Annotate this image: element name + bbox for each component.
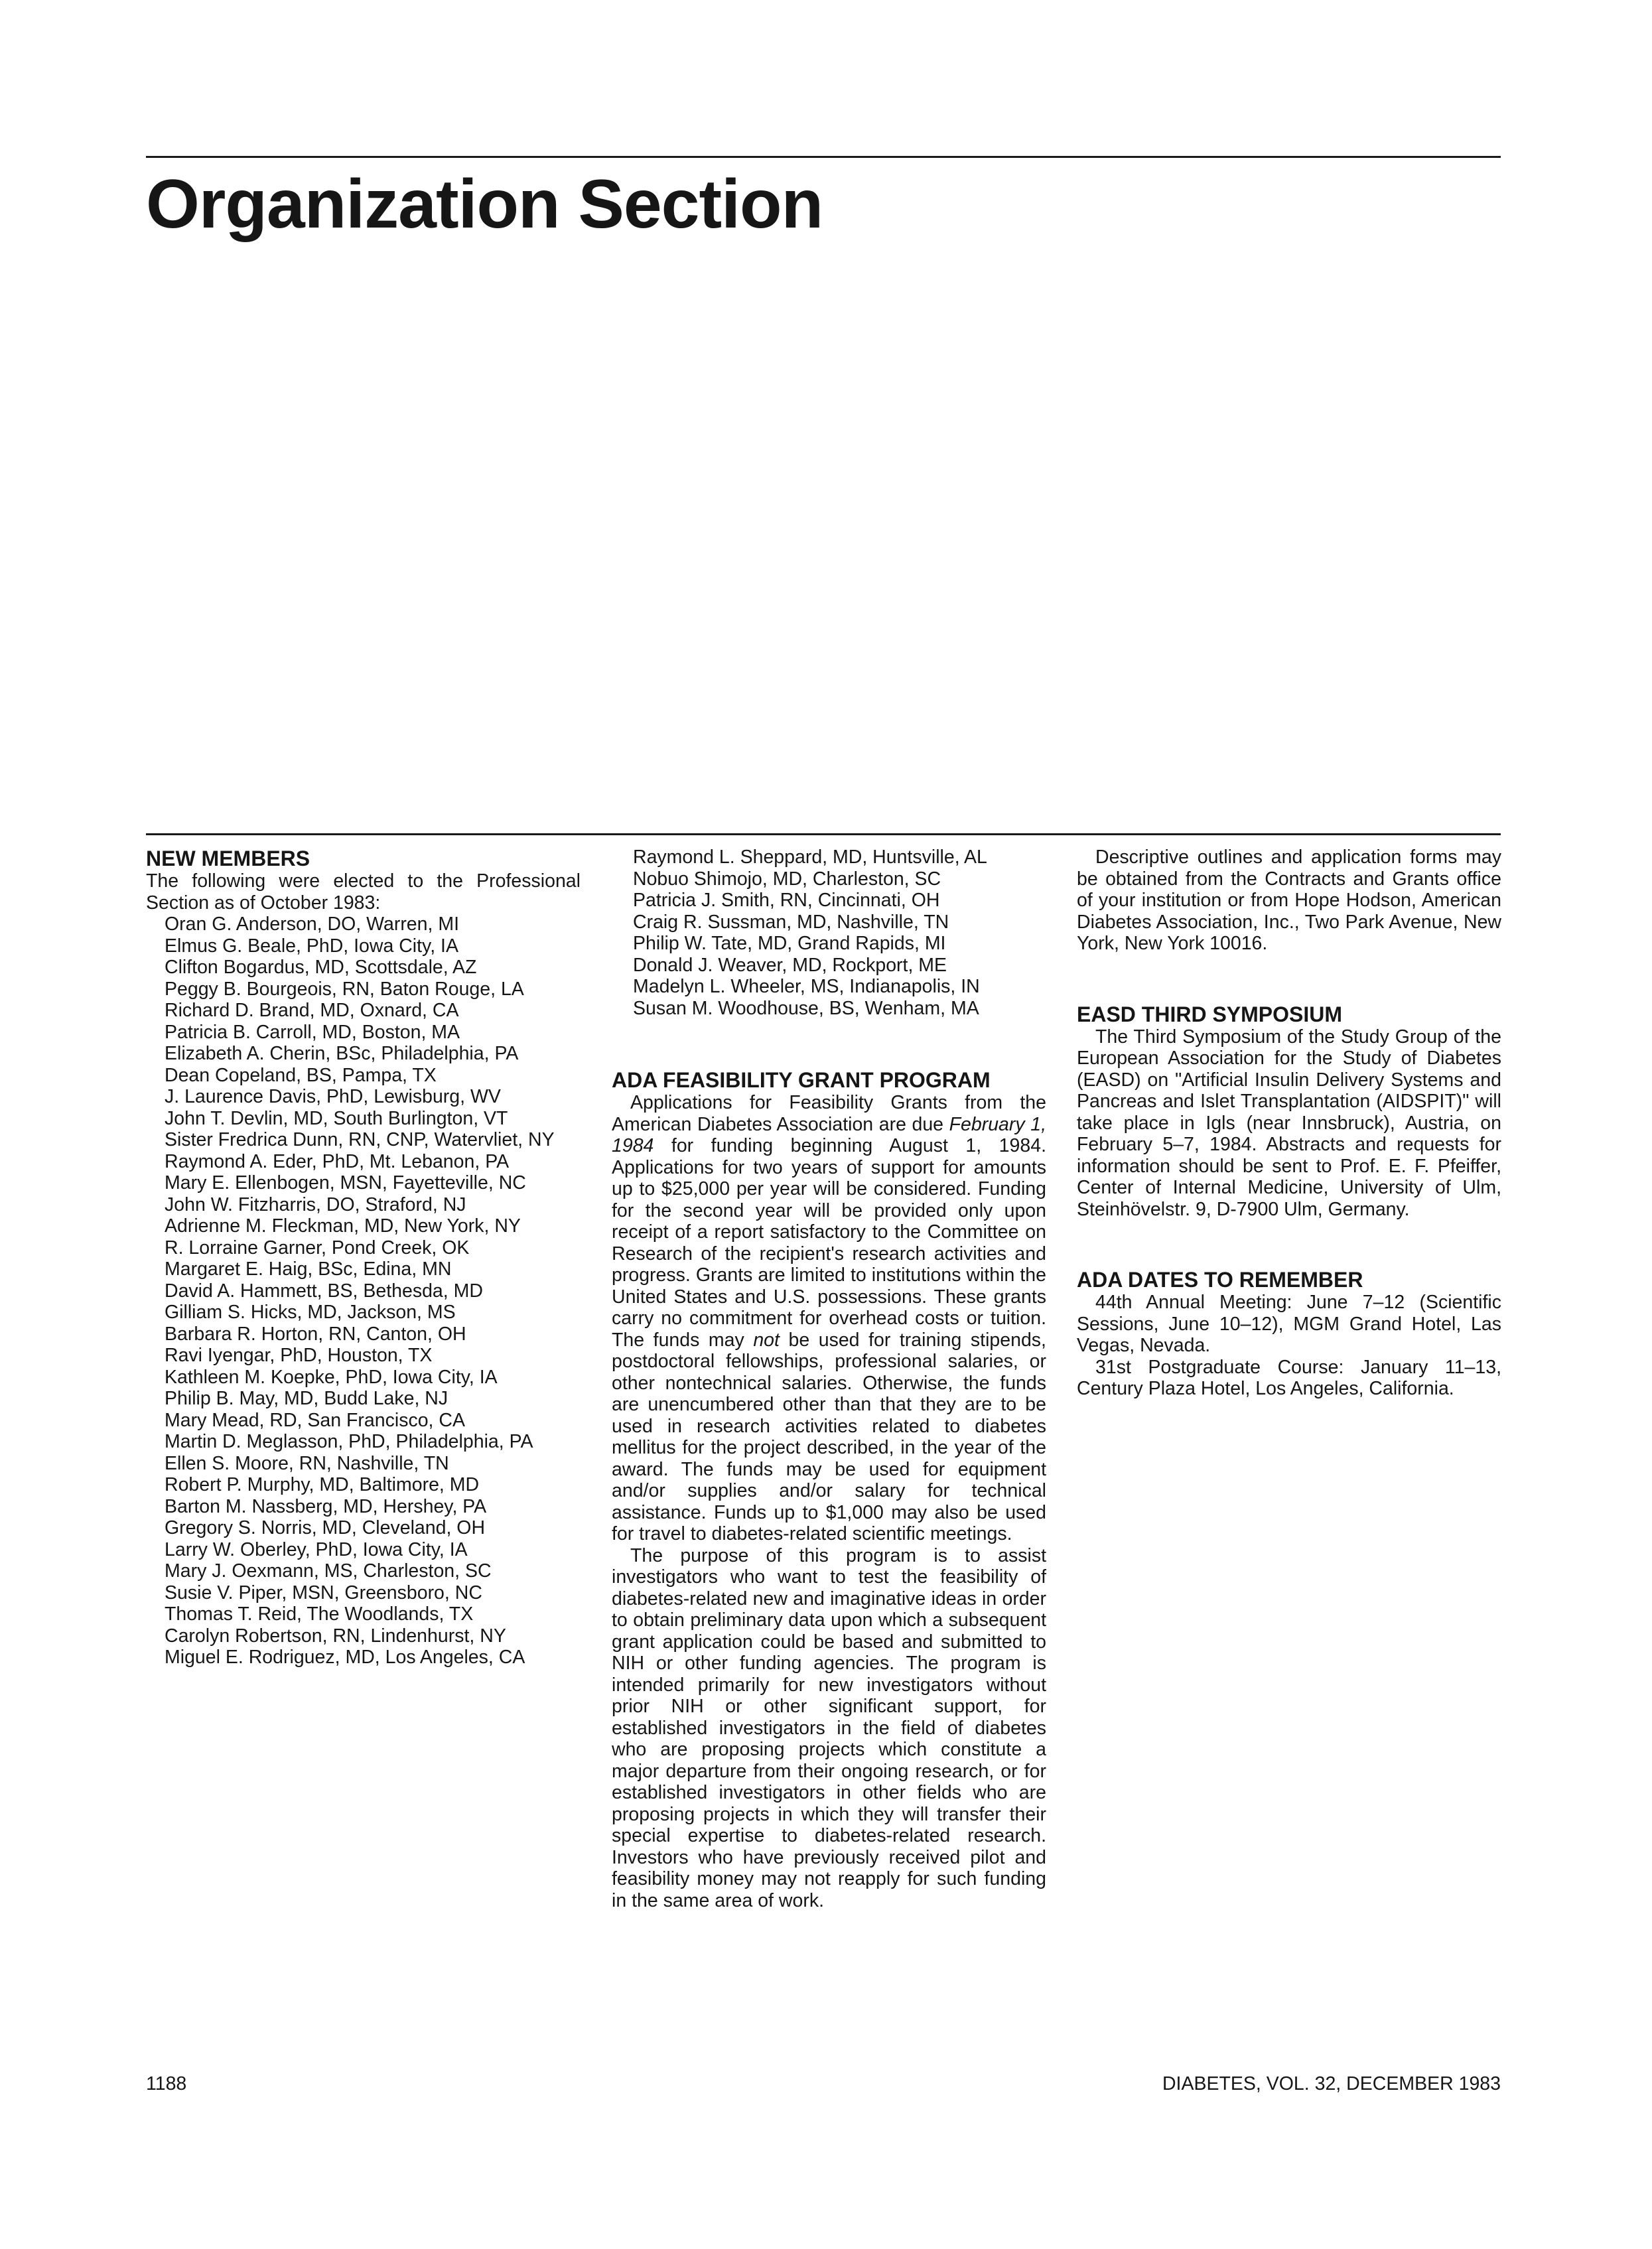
member-entry: Madelyn L. Wheeler, MS, Indianapolis, IN <box>633 976 980 997</box>
new-members-intro: The following were elected to the Professional Section as of October 1983: <box>146 870 581 914</box>
member-entry: Philip W. Tate, MD, Grand Rapids, MI <box>633 933 946 954</box>
member-entry: Mary Mead, RD, San Francisco, CA <box>165 1409 465 1431</box>
member-entry: Ellen S. Moore, RN, Nashville, TN <box>165 1452 449 1474</box>
feasibility-heading: ADA FEASIBILITY GRANT PROGRAM <box>612 1068 991 1092</box>
section-divider <box>146 833 1501 835</box>
member-entry: Adrienne M. Fleckman, MD, New York, NY <box>165 1215 521 1237</box>
member-entry: John W. Fitzharris, DO, Straford, NJ <box>165 1193 466 1215</box>
members-list <box>146 914 581 1669</box>
easd-heading: EASD THIRD SYMPOSIUM <box>1077 1002 1343 1026</box>
members-list-continued <box>612 847 1046 1019</box>
new-members-heading: NEW MEMBERS <box>146 847 310 870</box>
member-entry: Elmus G. Beale, PhD, Iowa City, IA <box>165 935 458 957</box>
member-entry: Barton M. Nassberg, MD, Hershey, PA <box>165 1495 487 1517</box>
member-entry: Nobuo Shimojo, MD, Charleston, SC <box>633 868 941 890</box>
member-entry: Richard D. Brand, MD, Oxnard, CA <box>165 1000 459 1021</box>
member-entry: Craig R. Sussman, MD, Nashville, TN <box>633 911 949 933</box>
column-3 <box>1077 847 1501 1400</box>
member-entry: Gilliam S. Hicks, MD, Jackson, MS <box>165 1302 456 1323</box>
member-entry: Kathleen M. Koepke, PhD, Iowa City, IA <box>165 1366 498 1388</box>
member-entry: Patricia B. Carroll, MD, Boston, MA <box>165 1021 460 1043</box>
member-entry: Martin D. Meglasson, PhD, Philadelphia, PA <box>165 1431 533 1452</box>
member-entry: Margaret E. Haig, BSc, Edina, MN <box>165 1259 452 1280</box>
feasibility-paragraph-1: Applications for Feasibility Grants from the American Diabetes Association are due February 1, 1984 for funding beginning August 1, 1984. Applications for two years of support for amounts up to $25,000 per year will be considered. Funding for the second year will be provided only upon receipt of a report satisfactory to the Committee on Research of the recipient's research activities and progress. Grants are limited to institutions within the United States and U.S. possessions. These grants carry no commitment for overhead costs or tuition. The funds may not be used for training stipends, postdoctoral fellowships, professional salaries, or other nontechnical salaries. Otherwise, the funds are unencumbered other than that they are to be used in research activities related to diabetes mellitus for the project described, in the year of the award. The funds may be used for equipment and/or supplies and/or salary for technical assistance. Funds up to $1,000 may also be used for travel to diabetes-related scientific meetings. <box>612 1092 1046 1544</box>
easd-paragraph: The Third Symposium of the Study Group of the European Association for the Study of Diabetes (EASD) on "Artificial Insulin Delivery Systems and Pancreas and Islet Transplantation (AIDSPIT)" will take place in Igls (near Innsbruck), Austria, on February 5–7, 1984. Abstracts and requests for information should be sent to Prof. E. F. Pfeiffer, Center of Internal Medicine, University of Ulm, Steinhövelstr. 9, D-7900 Ulm, Germany. <box>1077 1026 1501 1220</box>
member-entry: Mary E. Ellenbogen, MSN, Fayetteville, NC <box>165 1172 526 1193</box>
member-entry: Gregory S. Norris, MD, Cleveland, OH <box>165 1517 486 1538</box>
dates-paragraph-1: 44th Annual Meeting: June 7–12 (Scientific Sessions, June 10–12), MGM Grand Hotel, Las Vegas, Nevada. <box>1077 1292 1501 1356</box>
dates-heading: ADA DATES TO REMEMBER <box>1077 1268 1363 1292</box>
member-entry: Thomas T. Reid, The Woodlands, TX <box>165 1603 474 1625</box>
member-entry: Sister Fredrica Dunn, RN, CNP, Watervliet, NY <box>165 1129 555 1150</box>
member-entry: Carolyn Robertson, RN, Lindenhurst, NY <box>165 1625 506 1647</box>
member-entry: Barbara R. Horton, RN, Canton, OH <box>165 1323 466 1345</box>
page-number: 1188 <box>146 2073 187 2094</box>
feasibility-paragraph-2: The purpose of this program is to assist investigators who want to test the feasibility of diabetes-related new and imaginative ideas in order to obtain preliminary data upon which a subsequent grant application could be based and submitted to NIH or other funding agencies. The program is intended primarily for new investigators without prior NIH or other significant support, for established investigators in the field of diabetes who are proposing projects which constitute a major departure from their ongoing research, or for established investigators in other fields who are proposing projects in which they will transfer their special expertise to diabetes-related research. Investors who have previously received pilot and feasibility money may not reapply for such funding in the same area of work. <box>612 1544 1046 1911</box>
member-entry: Raymond L. Sheppard, MD, Huntsville, AL <box>633 847 987 868</box>
member-entry: Donald J. Weaver, MD, Rockport, ME <box>633 954 947 976</box>
member-entry: Miguel E. Rodriguez, MD, Los Angeles, CA <box>165 1647 525 1668</box>
member-entry: Ravi Iyengar, PhD, Houston, TX <box>165 1345 433 1366</box>
member-entry: J. Laurence Davis, PhD, Lewisburg, WV <box>165 1086 501 1107</box>
member-entry: Patricia J. Smith, RN, Cincinnati, OH <box>633 890 940 911</box>
member-entry: John T. Devlin, MD, South Burlington, VT <box>165 1107 508 1129</box>
member-entry: Larry W. Oberley, PhD, Iowa City, IA <box>165 1538 468 1560</box>
column-1 <box>146 847 581 1669</box>
member-entry: Raymond A. Eder, PhD, Mt. Lebanon, PA <box>165 1150 510 1172</box>
member-entry: Peggy B. Bourgeois, RN, Baton Rouge, LA <box>165 978 524 1000</box>
top-rule <box>146 156 1501 158</box>
member-entry: Mary J. Oexmann, MS, Charleston, SC <box>165 1560 492 1582</box>
member-entry: Dean Copeland, BS, Pampa, TX <box>165 1064 437 1086</box>
feasibility-paragraph-3: Descriptive outlines and application forms may be obtained from the Contracts and Grants office of your institution or from Hope Hodson, American Diabetes Association, Inc., Two Park Avenue, New York, New York 10016. <box>1077 847 1501 954</box>
member-entry: Elizabeth A. Cherin, BSc, Philadelphia, PA <box>165 1043 519 1064</box>
column-2 <box>612 847 1046 1911</box>
page-title: Organization Section <box>146 166 823 243</box>
dates-paragraph-2: 31st Postgraduate Course: January 11–13, Century Plaza Hotel, Los Angeles, California. <box>1077 1356 1501 1399</box>
member-entry: Philip B. May, MD, Budd Lake, NJ <box>165 1388 448 1409</box>
member-entry: Oran G. Anderson, DO, Warren, MI <box>165 914 460 935</box>
member-entry: Susan M. Woodhouse, BS, Wenham, MA <box>633 997 979 1019</box>
member-entry: Clifton Bogardus, MD, Scottsdale, AZ <box>165 957 477 978</box>
journal-info: DIABETES, VOL. 32, DECEMBER 1983 <box>1162 2073 1501 2094</box>
member-entry: R. Lorraine Garner, Pond Creek, OK <box>165 1237 470 1259</box>
member-entry: Susie V. Piper, MSN, Greensboro, NC <box>165 1582 482 1603</box>
member-entry: Robert P. Murphy, MD, Baltimore, MD <box>165 1474 480 1495</box>
member-entry: David A. Hammett, BS, Bethesda, MD <box>165 1280 483 1302</box>
